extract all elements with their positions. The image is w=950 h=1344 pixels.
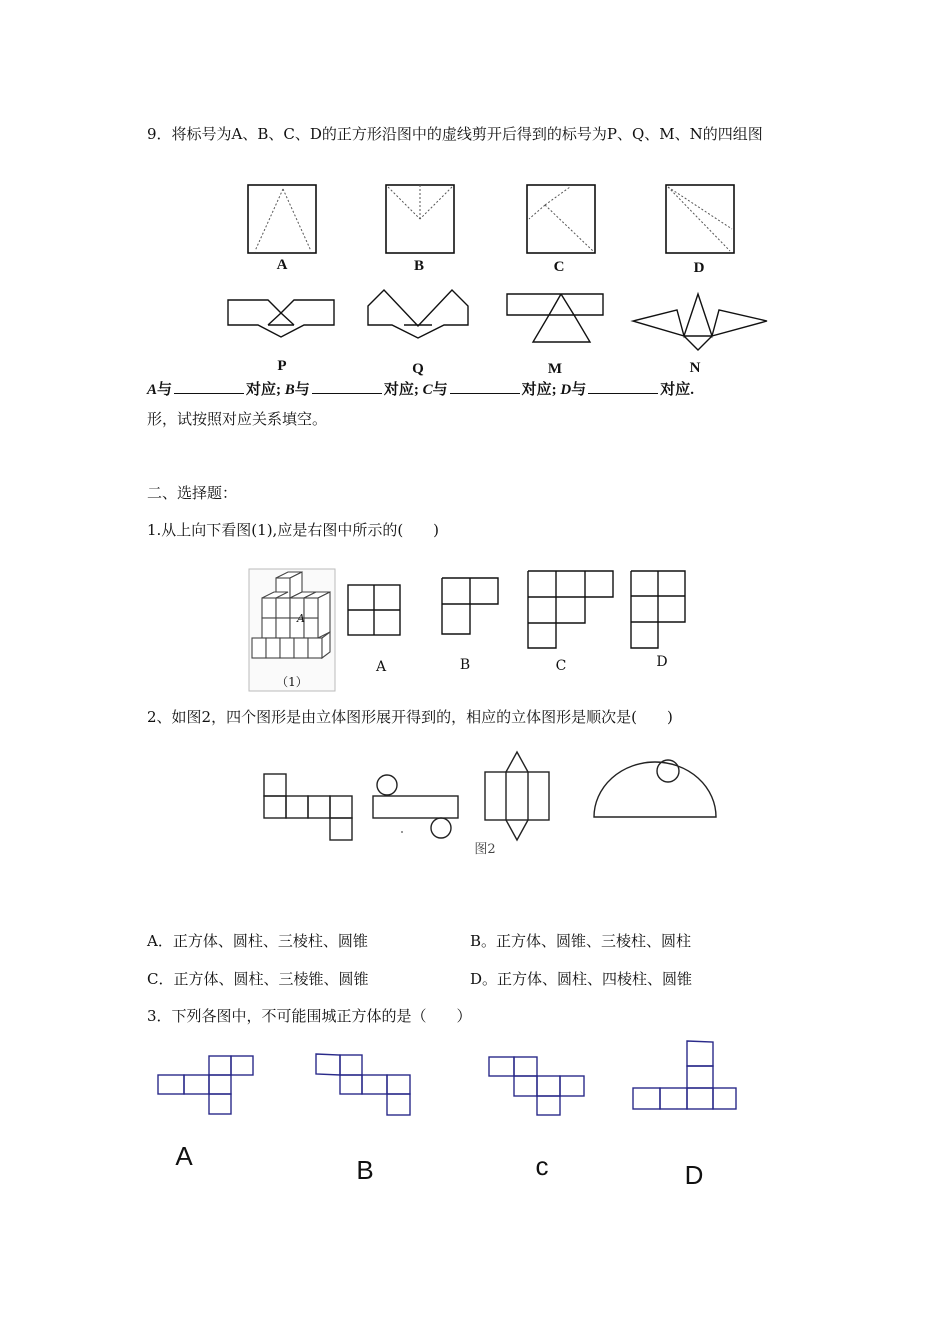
piece-p bbox=[228, 300, 334, 337]
c1-option-c[interactable]: C bbox=[555, 658, 567, 674]
square-label-a: A bbox=[276, 257, 288, 273]
c2-figure-label: 图2 bbox=[474, 842, 496, 857]
fill-dui-1: 对应; bbox=[246, 382, 282, 398]
square-d bbox=[666, 185, 734, 253]
c3-option-c[interactable]: c bbox=[535, 1151, 549, 1181]
piece-m bbox=[507, 294, 603, 342]
square-label-c: C bbox=[553, 259, 565, 275]
fill-dui-4: 对应. bbox=[660, 382, 694, 398]
fill-with-2: 与 bbox=[294, 382, 310, 398]
section2-title: 二、选择题： bbox=[147, 484, 238, 502]
piece-label-m: M bbox=[547, 361, 563, 377]
fill-dui-3: 对应; bbox=[521, 382, 557, 398]
c2-option-a[interactable]: A．正方体、圆柱、三棱柱、圆锥 bbox=[147, 932, 368, 950]
piece-label-p: P bbox=[277, 358, 287, 374]
square-c bbox=[527, 185, 595, 253]
q9-pieces-figure bbox=[0, 288, 950, 358]
c3-option-a[interactable]: A bbox=[175, 1141, 193, 1171]
c2-option-d[interactable]: D。正方体、圆柱、四棱柱、圆锥 bbox=[470, 970, 693, 988]
c3-option-d[interactable]: D bbox=[684, 1160, 704, 1190]
c2-option-c[interactable]: C．正方体、圆柱、三棱锥、圆锥 bbox=[147, 970, 369, 988]
q9-text-line2: 形，试按照对应关系填空。 bbox=[147, 410, 328, 428]
c1-option-a[interactable]: A bbox=[375, 659, 387, 675]
piece-q bbox=[368, 290, 468, 338]
blank-d[interactable] bbox=[588, 381, 658, 394]
q9-fill-row bbox=[147, 378, 694, 399]
fill-with-3: 与 bbox=[432, 382, 448, 398]
c1-options-figure bbox=[0, 568, 950, 668]
blank-b[interactable] bbox=[312, 381, 382, 394]
q9-text-line1: 9．将标号为A、B、C、D的正方形沿图中的虚线剪开后得到的标号为P、Q、M、N的四组图 bbox=[147, 125, 763, 143]
c1-option-d[interactable]: D bbox=[656, 654, 668, 670]
c2-option-b[interactable]: B。正方体、圆锥、三棱柱、圆柱 bbox=[470, 932, 692, 950]
piece-label-n: N bbox=[689, 360, 701, 376]
square-label-d: D bbox=[693, 260, 705, 276]
c3-nets-figure bbox=[0, 1040, 950, 1120]
fill-b: B bbox=[284, 382, 295, 398]
q9-squares-figure bbox=[0, 175, 950, 295]
c2-question: 2、如图2，四个图形是由立体图形展开得到的，相应的立体图形是顺次是( ) bbox=[147, 708, 673, 726]
piece-label-q: Q bbox=[412, 361, 424, 377]
piece-n bbox=[633, 294, 767, 350]
fill-with-1: 与 bbox=[157, 382, 173, 398]
blank-c[interactable] bbox=[450, 381, 520, 394]
square-a bbox=[248, 185, 316, 253]
c1-question: 1.从上向下看图(1),应是右图中所示的( ) bbox=[147, 521, 440, 539]
square-label-b: B bbox=[413, 258, 424, 274]
c1-figure-label: （1） bbox=[276, 675, 308, 689]
c3-question: 3．下列各图中，不可能围城正方体的是（ ） bbox=[147, 1007, 472, 1025]
blank-a[interactable] bbox=[174, 381, 244, 394]
c1-cube-label: A bbox=[297, 612, 305, 625]
c3-option-b[interactable]: B bbox=[356, 1155, 374, 1185]
c1-option-b[interactable]: B bbox=[459, 657, 471, 673]
fill-with-4: 与 bbox=[571, 382, 587, 398]
fill-a: A bbox=[147, 382, 158, 398]
fill-d: D bbox=[560, 382, 572, 398]
fill-dui-2: 对应; bbox=[383, 382, 419, 398]
fill-c: C bbox=[422, 382, 433, 398]
